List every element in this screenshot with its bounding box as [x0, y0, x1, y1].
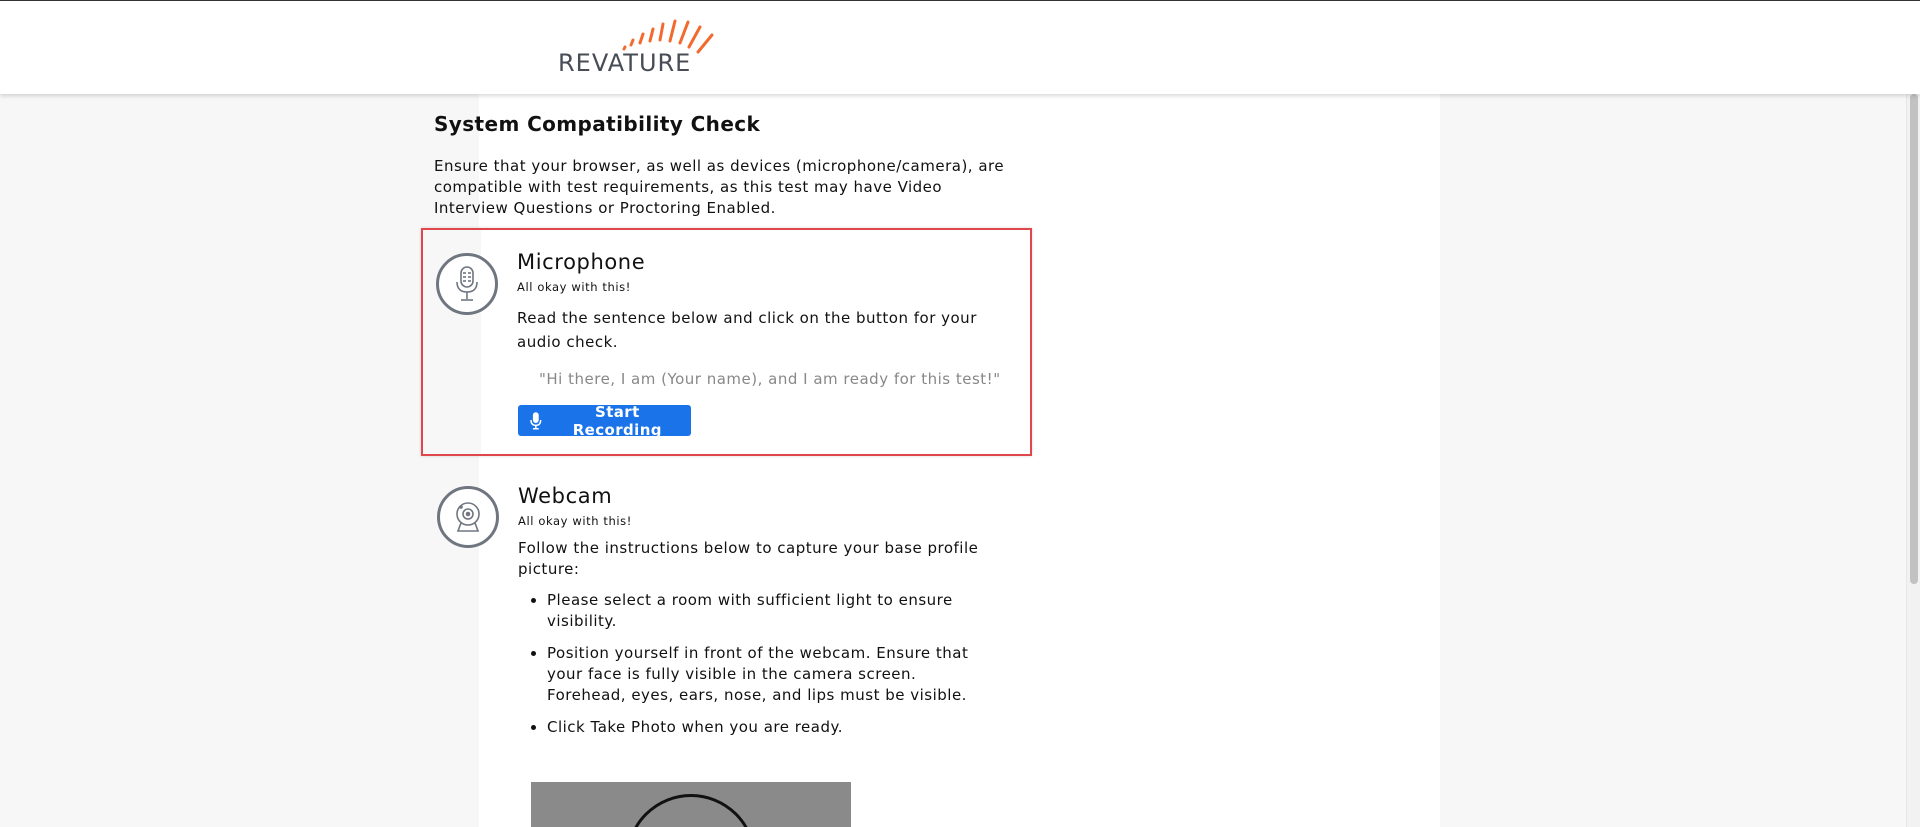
webcam-check-card — [423, 472, 1023, 827]
start-recording-button[interactable] — [518, 402, 691, 439]
webcam-section-title: Webcam — [518, 484, 613, 508]
microphone-check-card — [421, 228, 1032, 456]
face-guide-circle — [626, 794, 756, 827]
microphone-section-title: Microphone — [517, 250, 646, 274]
scrollbar-thumb[interactable] — [1910, 94, 1918, 584]
webcam-steps-list — [523, 590, 973, 749]
revature-logo[interactable] — [555, 15, 745, 79]
start-recording-label: Start Recording — [572, 402, 662, 439]
microphone-instructions: Read the sentence below and click on the button for your audio check. — [517, 309, 977, 351]
list-item: • Position yourself in front of the webcam. Ensure that your face is fully visible in the camera screen. Forehead, eyes, ears, nose, and lips must be visible. — [547, 643, 973, 706]
microphone-icon — [436, 253, 498, 315]
list-item: • Click Take Photo when you are ready. — [547, 717, 973, 738]
intro-text: Ensure that your browser, as well as devices (microphone/camera), are compatible with test requirements, as this test may have Video Interview Questions or Proctoring Enabled. — [434, 157, 1005, 217]
top-header — [0, 0, 1920, 94]
logo-wordmark: REVATURE — [558, 49, 692, 77]
page-scrollbar[interactable] — [1906, 94, 1920, 827]
camera-preview — [531, 782, 851, 827]
webcam-instructions: Follow the instructions below to capture your base profile picture: — [518, 539, 979, 578]
microphone-icon — [530, 412, 542, 430]
list-item: • Please select a room with sufficient light to ensure visibility. — [547, 590, 973, 632]
page-title: System Compatibility Check — [434, 112, 761, 136]
webcam-status-text: All okay with this! — [518, 514, 632, 528]
sample-sentence: "Hi there, I am (Your name), and I am ready for this test!" — [539, 370, 1001, 388]
webcam-icon — [437, 486, 499, 548]
microphone-status-text: All okay with this! — [517, 280, 631, 294]
